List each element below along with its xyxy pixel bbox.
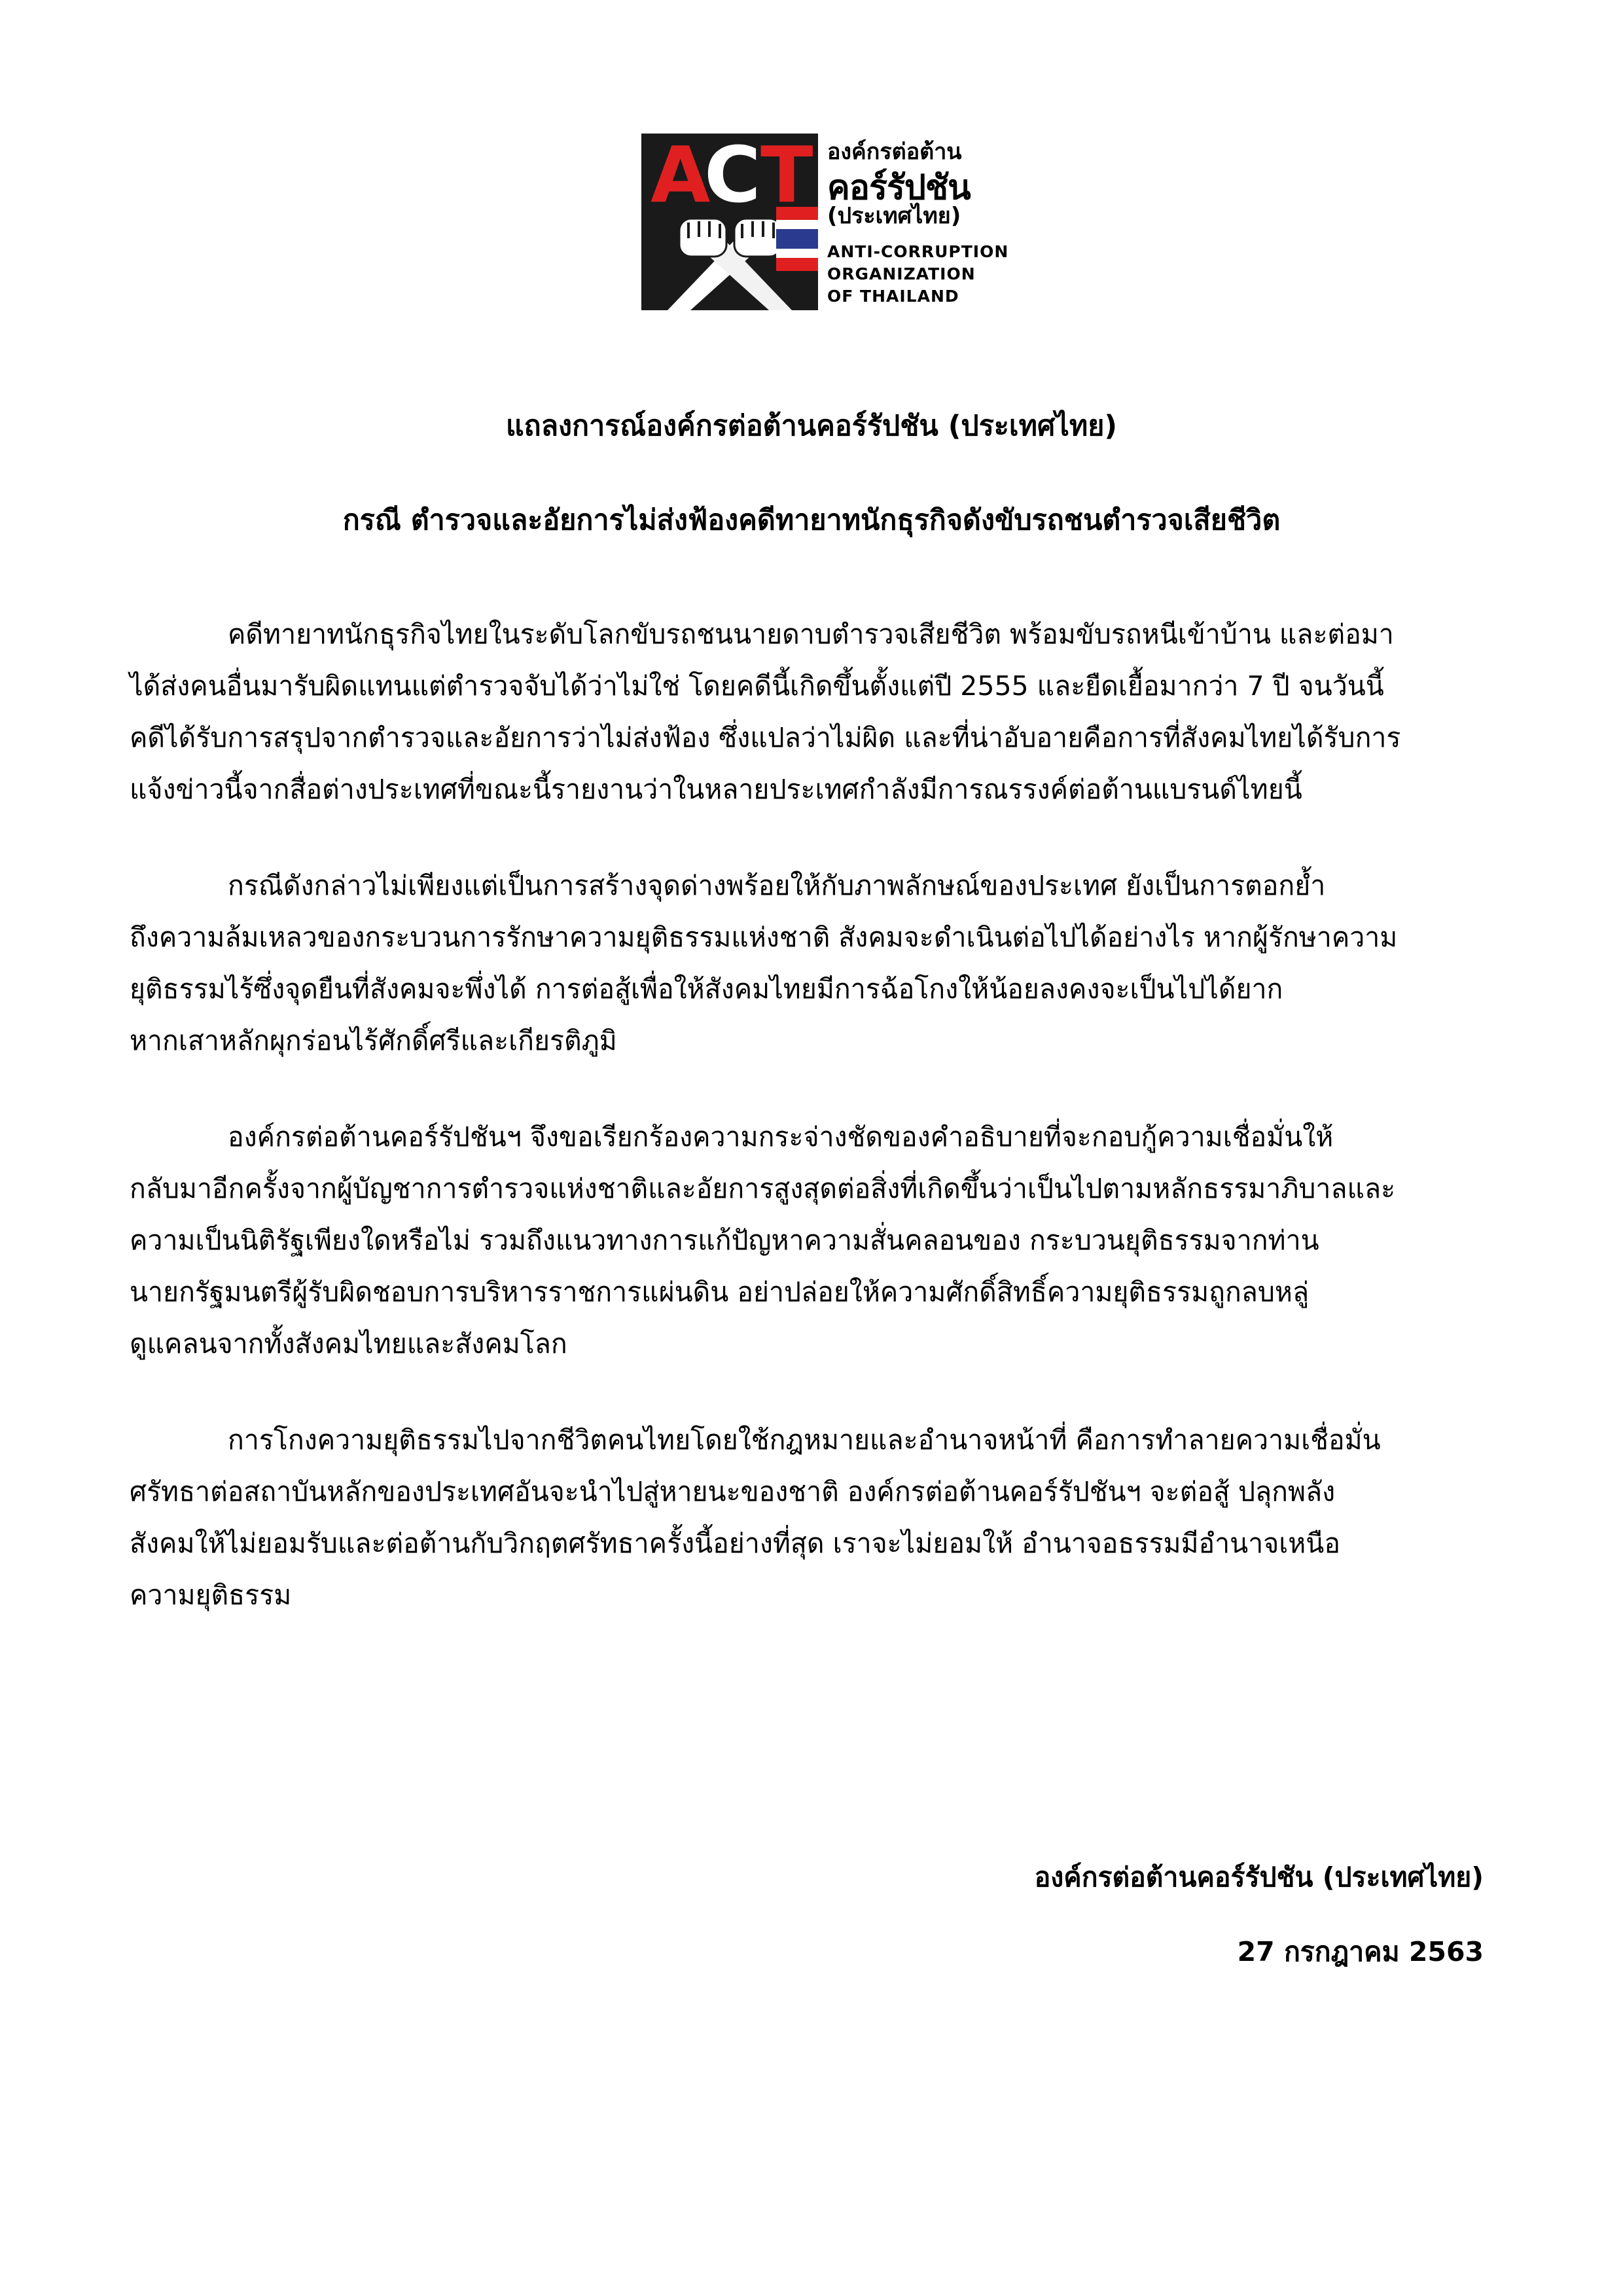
paragraph-line: กรณีดังกล่าวไม่เพียงแต่เป็นการสร้างจุดด่างพร้อยให้กับภาพลักษณ์ของประเทศ ยังเป็นการตอกย้ำ [228, 870, 1326, 901]
statement-title: แถลงการณ์องค์กรต่อต้านคอร์รัปชัน (ประเทศไทย) [505, 410, 1118, 442]
paragraph-line: ถึงความล้มเหลวของกระบวนการรักษาความยุติธรรมแห่งชาติ สังคมจะดำเนินต่อไปได้อย่างไร หากผู้รักษาความ [130, 922, 1398, 953]
logo-thai-line-3: (ประเทศไทย) [827, 203, 961, 229]
logo-letter-a: A [651, 134, 711, 220]
paragraph-line: ยุติธรรมไร้ซึ่งจุดยืนที่สังคมจะพึ่งได้ การต่อสู้เพื่อให้สังคมไทยมีการฉ้อโกงให้น้อยลงคงจะเป็นไปได้ยาก [130, 973, 1283, 1005]
logo-letter-t: T [760, 134, 813, 220]
statement-body [130, 609, 1482, 1666]
paragraph-1 [130, 609, 1482, 816]
paragraph-line: การโกงความยุติธรรมไปจากชีวิตคนไทยโดยใช้กฎหมายและอำนาจหน้าที่ คือการทำลายความเชื่อมั่น [228, 1424, 1381, 1456]
logo-letter-c: C [704, 134, 761, 220]
paragraph-line: แจ้งข่าวนี้จากสื่อต่างประเทศที่ขณะนี้รายงานว่าในหลายประเทศกำลังมีการณรรงค์ต่อต้านแบรนด์ไทยนี้ [130, 774, 1302, 805]
logo-english-line-1: ANTI-CORRUPTION [827, 242, 1009, 261]
paragraph-line: องค์กรต่อต้านคอร์รัปชันฯ จึงขอเรียกร้องความกระจ่างชัดของคำอธิบายที่จะกอบกู้ความเชื่อมั่นให้ [228, 1121, 1334, 1153]
paragraph-line: ได้ส่งคนอื่นมารับผิดแทนแต่ตำรวจจับได้ว่าไม่ใช่ โดยคดีนี้เกิดขึ้นตั้งแต่ปี 2555 และยืดเยื้อมากว่า 7 ปี จนวันนี้ [130, 670, 1384, 702]
paragraph-4 [130, 1414, 1482, 1621]
act-logo [641, 134, 1009, 310]
logo-thai-line-1: องค์กรต่อต้าน [827, 139, 962, 165]
paragraph-line: สังคมให้ไม่ยอมรับและต่อต้านกับวิกฤตศรัทธาครั้งนี้อย่างที่สุด เราจะไม่ยอมให้ อำนาจอธรรมมีอำนาจเหนือ [130, 1528, 1340, 1559]
act-logo-mark [641, 134, 818, 310]
paragraph-line: หากเสาหลักผุกร่อนไร้ศักดิ์ศรีและเกียรติภูมิ [130, 1025, 617, 1056]
paragraph-line: ความเป็นนิติรัฐเพียงใดหรือไม่ รวมถึงแนวทางการแก้ปัญหาความสั่นคลอนของ กระบวนยุติธรรมจากท่าน [130, 1225, 1319, 1256]
logo-thai-line-2: คอร์รัปชัน [827, 168, 971, 207]
paragraph-line: ศรัทธาต่อสถาบันหลักของประเทศอันจะนำไปสู่หายนะของชาติ องค์กรต่อต้านคอร์รัปชันฯ จะต่อสู้ ปลุกพลัง [130, 1476, 1336, 1507]
paragraph-line: ความยุติธรรม [130, 1579, 292, 1611]
left-fist-icon [679, 219, 726, 257]
right-fist-icon [734, 219, 781, 257]
logo-english-line-3: OF THAILAND [827, 287, 959, 306]
statement-subtitle: กรณี ตำรวจและอัยการไม่ส่งฟ้องคดีทายาทนักธุรกิจดังขับรถชนตำรวจเสียชีวิต [342, 504, 1281, 537]
logo-english-line-2: ORGANIZATION [827, 264, 976, 283]
logo-wordmark [827, 134, 1009, 310]
paragraph-line: กลับมาอีกครั้งจากผู้บัญชาการตำรวจแห่งชาติและอัยการสูงสุดต่อสิ่งที่เกิดขึ้นว่าเป็นไปตามหลักธรรมาภิบาลและ [130, 1173, 1396, 1204]
paragraph-line: นายกรัฐมนตรีผู้รับผิดชอบการบริหารราชการแผ่นดิน อย่าปล่อยให้ความศักดิ์สิทธิ์ความยุติธรรมถูกลบหลู่ [130, 1276, 1310, 1308]
paragraph-line: คดีได้รับการสรุปจากตำรวจและอัยการว่าไม่ส่งฟ้อง ซึ่งแปลว่าไม่ผิด และที่น่าอับอายคือการที่สังคมไทยได้รับการ [130, 722, 1401, 753]
signature-date: 27 กรกฎาคม 2563 [1237, 1936, 1484, 1967]
signature-organization: องค์กรต่อต้านคอร์รัปชัน (ประเทศไทย) [1034, 1861, 1484, 1893]
paragraph-2 [130, 860, 1482, 1067]
paragraph-3 [130, 1111, 1482, 1370]
paragraph-line: ดูแคลนจากทั้งสังคมไทยและสังคมโลก [130, 1328, 567, 1359]
paragraph-line: คดีทายาทนักธุรกิจไทยในระดับโลกขับรถชนนายดาบตำรวจเสียชีวิต พร้อมขับรถหนีเข้าบ้าน และต่อมา [228, 619, 1394, 650]
